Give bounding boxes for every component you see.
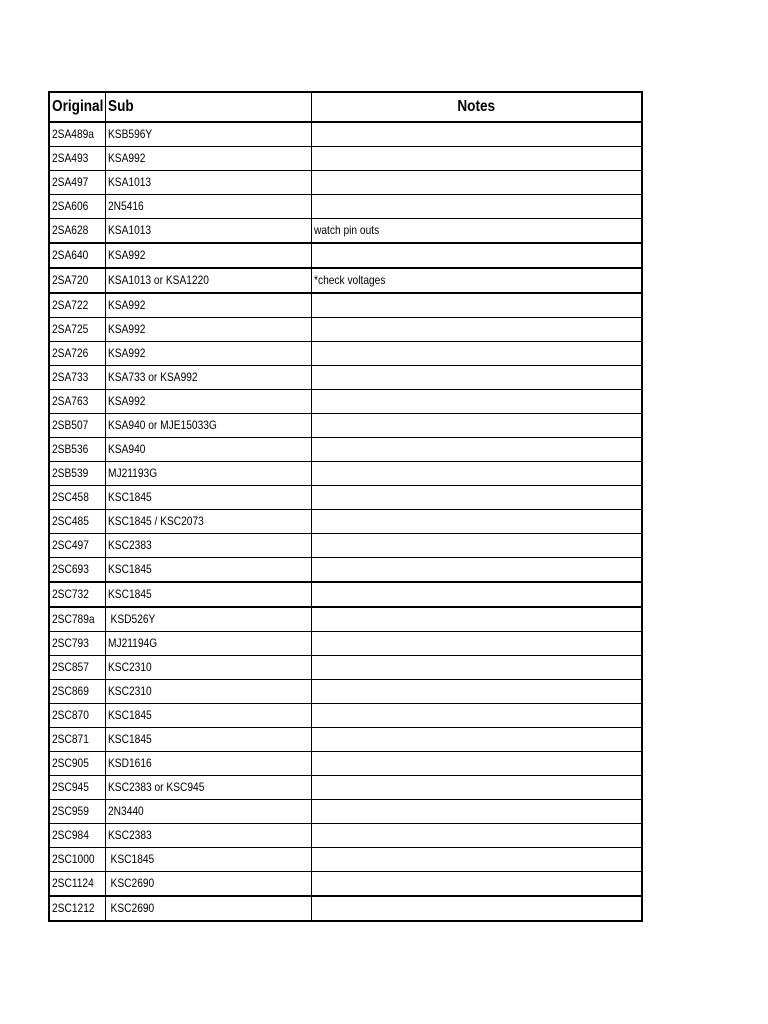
substitution-table xyxy=(48,91,643,922)
cell-sub: KSA733 or KSA992 xyxy=(105,366,311,390)
table-row xyxy=(49,582,642,607)
cell-original: 2SC905 xyxy=(49,752,105,776)
table-row xyxy=(49,607,642,632)
cell-notes xyxy=(311,390,642,414)
cell-sub: KSA992 xyxy=(105,390,311,414)
cell-notes: *check voltages xyxy=(311,268,642,293)
table-row xyxy=(49,656,642,680)
cell-notes xyxy=(311,171,642,195)
cell-original: 2SA493 xyxy=(49,147,105,171)
table-row xyxy=(49,800,642,824)
cell-notes xyxy=(311,243,642,268)
cell-sub: MJ21194G xyxy=(105,632,311,656)
cell-original: 2SA628 xyxy=(49,219,105,244)
cell-notes xyxy=(311,534,642,558)
cell-original: 2SA489a xyxy=(49,122,105,147)
cell-notes: watch pin outs xyxy=(311,219,642,244)
cell-notes xyxy=(311,414,642,438)
cell-sub: KSA940 or MJE15033G xyxy=(105,414,311,438)
table-row xyxy=(49,219,642,244)
cell-notes xyxy=(311,872,642,897)
cell-notes xyxy=(311,147,642,171)
cell-original: 2SC869 xyxy=(49,680,105,704)
cell-notes xyxy=(311,486,642,510)
cell-original: 2SC793 xyxy=(49,632,105,656)
cell-notes xyxy=(311,632,642,656)
header-notes: Notes xyxy=(311,92,642,122)
cell-notes xyxy=(311,558,642,583)
cell-notes xyxy=(311,728,642,752)
cell-sub: KSA940 xyxy=(105,438,311,462)
cell-notes xyxy=(311,896,642,921)
cell-original: 2SC1124 xyxy=(49,872,105,897)
header-original: Original xyxy=(49,92,105,122)
table-row xyxy=(49,342,642,366)
cell-original: 2SC789a xyxy=(49,607,105,632)
cell-sub: KSC2383 or KSC945 xyxy=(105,776,311,800)
cell-notes xyxy=(311,704,642,728)
table-row xyxy=(49,390,642,414)
cell-sub: KSA992 xyxy=(105,342,311,366)
cell-original: 2SC959 xyxy=(49,800,105,824)
cell-sub: KSA992 xyxy=(105,293,311,318)
cell-sub: KSA1013 xyxy=(105,219,311,244)
cell-notes xyxy=(311,824,642,848)
header-row xyxy=(49,92,642,122)
table-row xyxy=(49,824,642,848)
cell-sub: KSC1845 xyxy=(105,848,311,872)
table-row xyxy=(49,438,642,462)
cell-sub: 2N5416 xyxy=(105,195,311,219)
cell-notes xyxy=(311,366,642,390)
table-row xyxy=(49,268,642,293)
cell-original: 2SA606 xyxy=(49,195,105,219)
table-row xyxy=(49,872,642,897)
cell-original: 2SC693 xyxy=(49,558,105,583)
cell-notes xyxy=(311,318,642,342)
cell-sub: KSA1013 xyxy=(105,171,311,195)
cell-sub: KSA1013 or KSA1220 xyxy=(105,268,311,293)
header-sub: Sub xyxy=(105,92,311,122)
table-row xyxy=(49,122,642,147)
cell-notes xyxy=(311,776,642,800)
cell-original: 2SC871 xyxy=(49,728,105,752)
table-row xyxy=(49,558,642,583)
table-row xyxy=(49,752,642,776)
cell-original: 2SC497 xyxy=(49,534,105,558)
cell-notes xyxy=(311,848,642,872)
cell-original: 2SC945 xyxy=(49,776,105,800)
cell-notes xyxy=(311,752,642,776)
cell-sub: KSC1845 xyxy=(105,728,311,752)
table-row xyxy=(49,195,642,219)
cell-sub: KSC2383 xyxy=(105,824,311,848)
cell-sub: KSC1845 / KSC2073 xyxy=(105,510,311,534)
table-row xyxy=(49,848,642,872)
table-row xyxy=(49,462,642,486)
cell-sub: KSC2690 xyxy=(105,872,311,897)
table-row xyxy=(49,171,642,195)
cell-original: 2SC984 xyxy=(49,824,105,848)
cell-original: 2SC732 xyxy=(49,582,105,607)
cell-notes xyxy=(311,582,642,607)
table-row xyxy=(49,414,642,438)
cell-notes xyxy=(311,438,642,462)
cell-sub: KSC1845 xyxy=(105,558,311,583)
cell-sub: 2N3440 xyxy=(105,800,311,824)
cell-sub: KSC2690 xyxy=(105,896,311,921)
cell-sub: KSA992 xyxy=(105,147,311,171)
cell-original: 2SC485 xyxy=(49,510,105,534)
table-row xyxy=(49,896,642,921)
cell-original: 2SA726 xyxy=(49,342,105,366)
cell-original: 2SB539 xyxy=(49,462,105,486)
cell-sub: KSC1845 xyxy=(105,486,311,510)
cell-original: 2SA733 xyxy=(49,366,105,390)
cell-original: 2SA722 xyxy=(49,293,105,318)
cell-notes xyxy=(311,122,642,147)
table-row xyxy=(49,243,642,268)
cell-sub: KSA992 xyxy=(105,318,311,342)
cell-original: 2SA720 xyxy=(49,268,105,293)
table-row xyxy=(49,366,642,390)
cell-sub: KSD1616 xyxy=(105,752,311,776)
cell-sub: KSC2310 xyxy=(105,656,311,680)
cell-notes xyxy=(311,342,642,366)
cell-sub: KSC2310 xyxy=(105,680,311,704)
cell-original: 2SB536 xyxy=(49,438,105,462)
table-row xyxy=(49,147,642,171)
table-row xyxy=(49,534,642,558)
table-row xyxy=(49,776,642,800)
table-row xyxy=(49,510,642,534)
cell-sub: MJ21193G xyxy=(105,462,311,486)
cell-notes xyxy=(311,656,642,680)
table-row xyxy=(49,632,642,656)
cell-sub: KSC1845 xyxy=(105,582,311,607)
cell-notes xyxy=(311,293,642,318)
cell-notes xyxy=(311,607,642,632)
cell-sub: KSB596Y xyxy=(105,122,311,147)
table-row xyxy=(49,293,642,318)
cell-notes xyxy=(311,510,642,534)
cell-original: 2SB507 xyxy=(49,414,105,438)
cell-notes xyxy=(311,680,642,704)
table-row xyxy=(49,728,642,752)
cell-sub: KSA992 xyxy=(105,243,311,268)
table-row xyxy=(49,486,642,510)
cell-original: 2SC870 xyxy=(49,704,105,728)
table-row xyxy=(49,318,642,342)
cell-notes xyxy=(311,462,642,486)
cell-original: 2SC857 xyxy=(49,656,105,680)
cell-original: 2SC1000 xyxy=(49,848,105,872)
cell-original: 2SA640 xyxy=(49,243,105,268)
cell-original: 2SA497 xyxy=(49,171,105,195)
cell-original: 2SA725 xyxy=(49,318,105,342)
cell-notes xyxy=(311,195,642,219)
table-row xyxy=(49,704,642,728)
table-row xyxy=(49,680,642,704)
cell-notes xyxy=(311,800,642,824)
cell-original: 2SA763 xyxy=(49,390,105,414)
cell-original: 2SC458 xyxy=(49,486,105,510)
cell-sub: KSC2383 xyxy=(105,534,311,558)
cell-original: 2SC1212 xyxy=(49,896,105,921)
cell-sub: KSC1845 xyxy=(105,704,311,728)
cell-sub: KSD526Y xyxy=(105,607,311,632)
